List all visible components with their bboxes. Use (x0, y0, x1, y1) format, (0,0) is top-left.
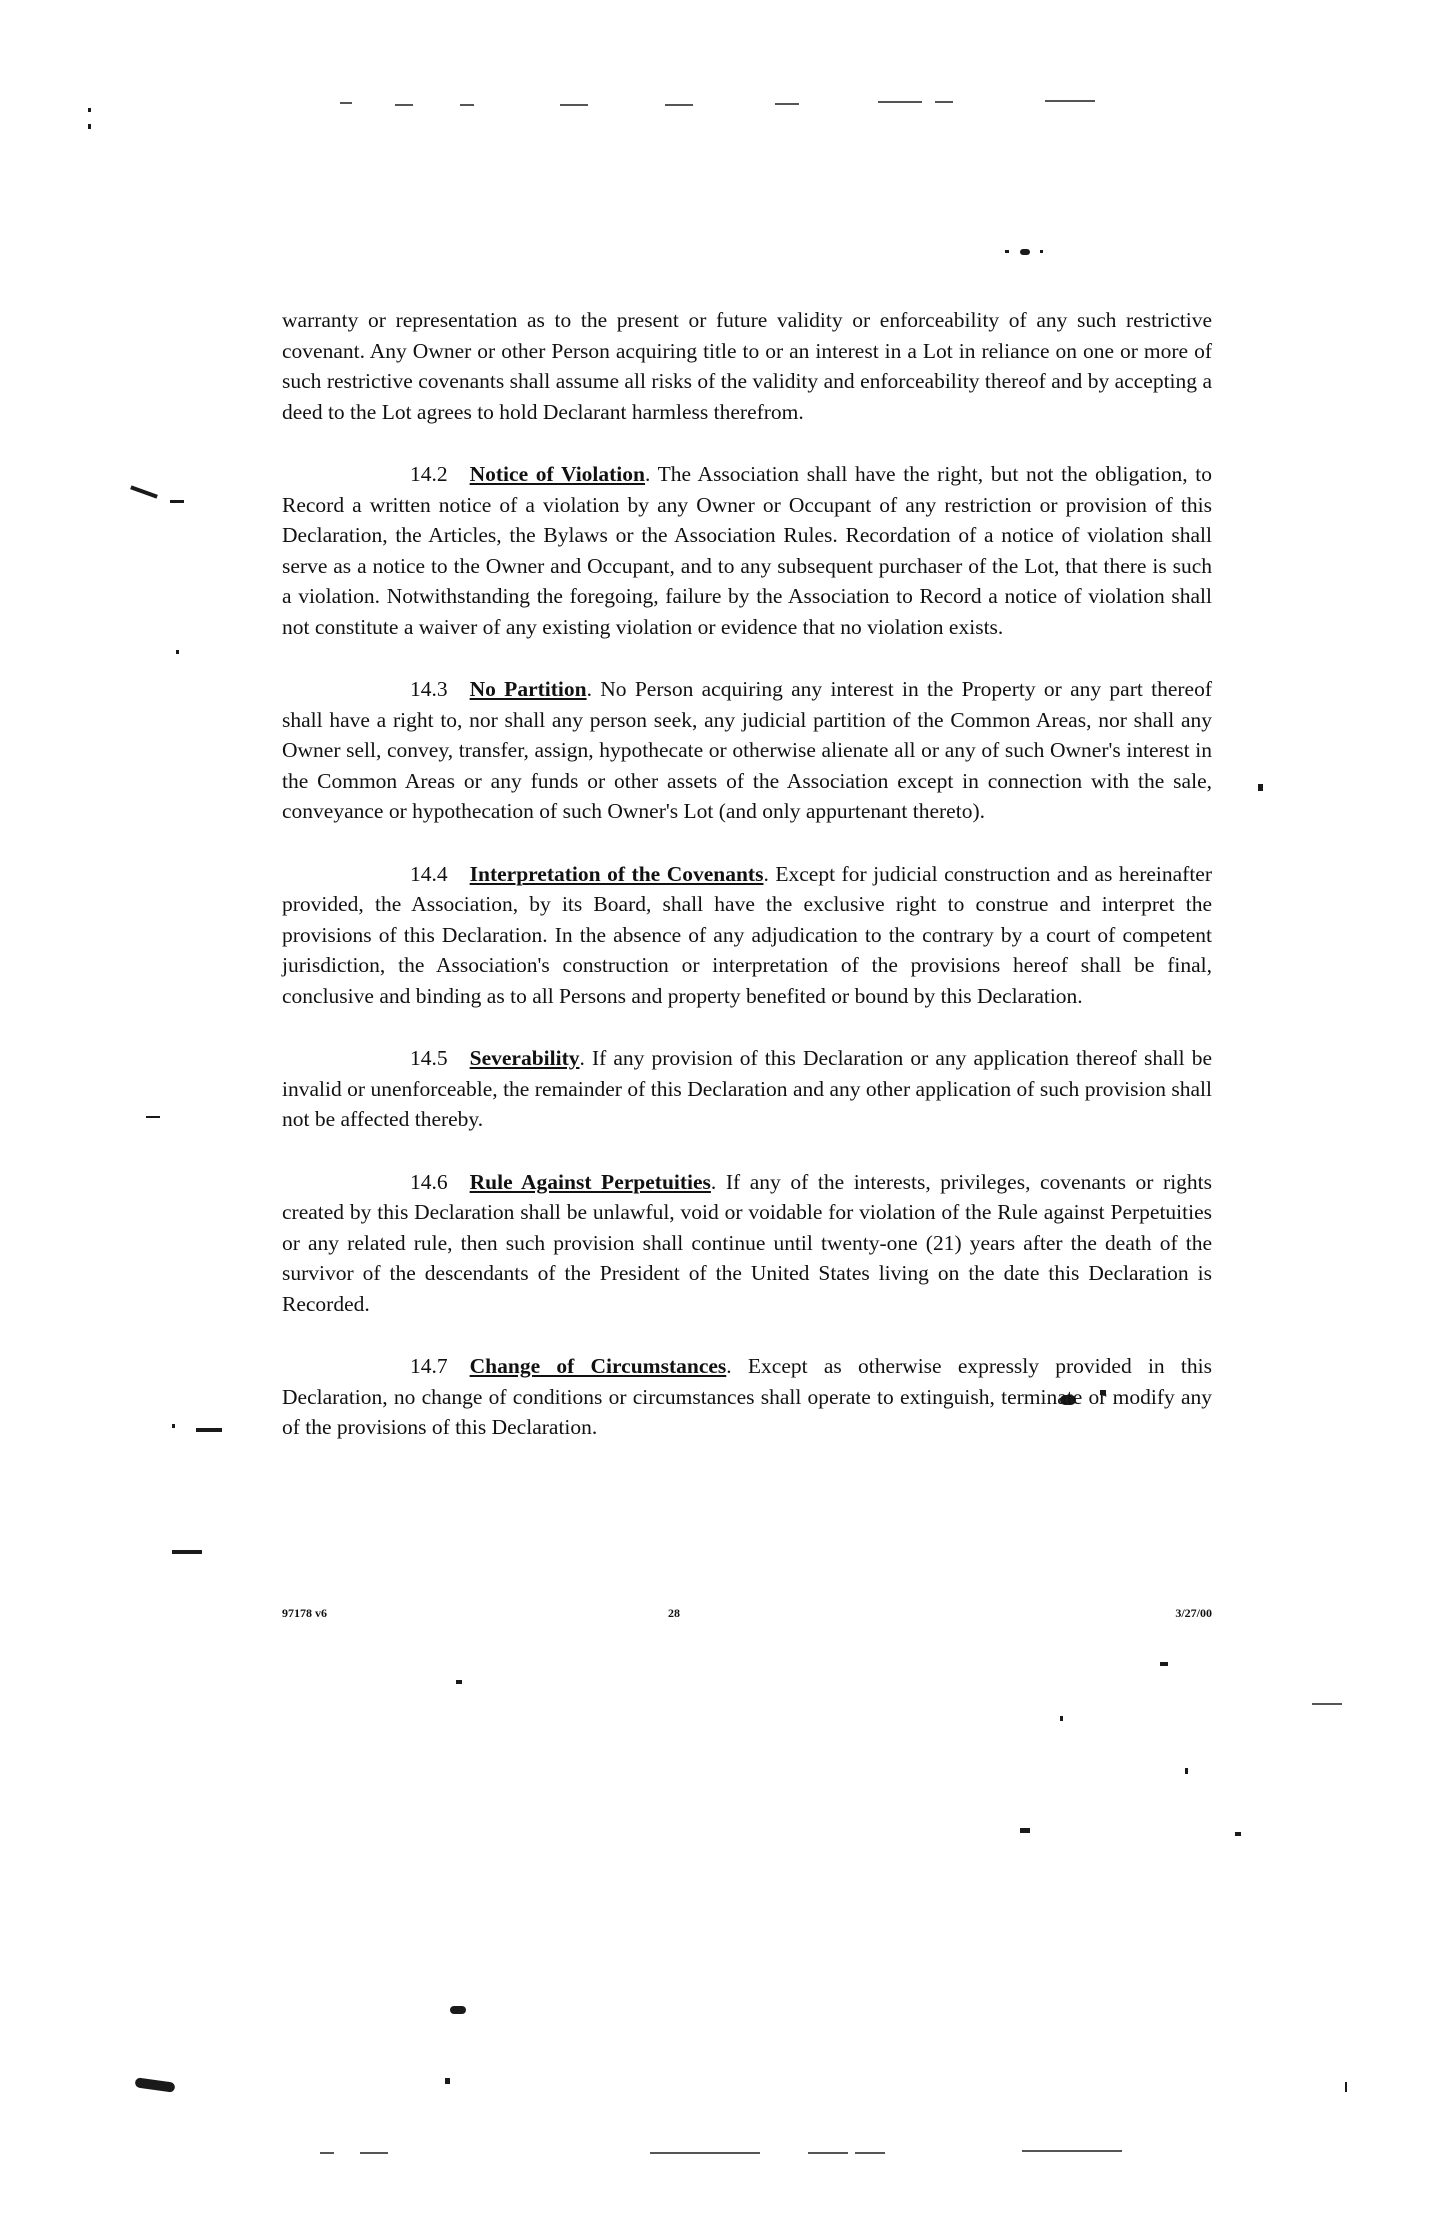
scan-artifact (176, 650, 179, 654)
scan-artifact (1185, 1768, 1188, 1774)
document-body (282, 305, 1212, 1475)
document-id: 97178 v6 (282, 1606, 327, 1620)
scan-artifact (146, 1116, 160, 1118)
section-number: 14.4 (410, 861, 448, 886)
scan-artifact (320, 2152, 334, 2154)
scan-artifact (88, 108, 91, 112)
section-number: 14.2 (410, 462, 448, 486)
scan-artifact (1045, 100, 1095, 102)
scan-artifact (340, 102, 352, 104)
section-number: 14.5 (410, 1046, 448, 1070)
scan-artifact (665, 104, 693, 106)
section-body: Except as otherwise expressly provided in this Declaration, no change of conditions or circumstances shall operate to extinguish, terminate or modify any of the provisions of this Declaration. (282, 1354, 1212, 1439)
section-14-2: 14.2 Notice of Violation. The Association shall have the right, but not the obligation, to Record a written notice of a violation by any Owner or Occupant of any restriction or provision of this Declaration, the Articles, the Bylaws or the Association Rules. Recordation of a notice of violation shall serve as a notice to the Owner and Occupant, and to any subsequent purchaser of the Lot, that there is such a violation. Notwithstanding the foregoing, failure by the Association to Record a notice of violation shall not constitute a waiver of any existing violation or evidence that no violation exists. (282, 462, 1212, 639)
scan-artifact (134, 2077, 175, 2092)
page-footer (282, 1606, 1212, 1626)
scan-artifact (172, 1424, 175, 1428)
scan-artifact (1005, 250, 1009, 253)
page-number: 28 (668, 1606, 680, 1620)
section-14-3: 14.3 No Partition. No Person acquiring any interest in the Property or any part thereof shall have a right to, nor shall any person seek, any judicial partition of the Common Areas, nor shall any Owner sell, convey, transfer, assign, hypothecate or otherwise alienate all or any of such Owner's interest in the Common Areas or any funds or other assets of the Association except in connection with the sale, conveyance or hypothecation of such Owner's Lot (and only appurtenant thereto). (282, 677, 1213, 823)
scan-artifact (395, 104, 413, 106)
scan-artifact (130, 485, 158, 498)
scan-artifact (935, 101, 953, 103)
section-14-6: 14.6 Rule Against Perpetuities. If any of the interests, privileges, covenants or rights created by this Declaration shall be unlawful, void or voidable for violation of the Rule against Perpetuities or any related rule, then such provision shall continue until twenty-one (21) years after the death of the survivor of the descendants of the President of the United States living on the date this Declaration is Recorded. (282, 1169, 1213, 1316)
scan-artifact (1020, 1828, 1030, 1833)
scan-artifact (1235, 1832, 1241, 1836)
scan-artifact (1040, 250, 1043, 253)
scan-artifact (1060, 1716, 1063, 1721)
section-number: 14.6 (410, 1169, 448, 1194)
scan-artifact (1258, 784, 1263, 791)
section-body: If any provision of this Declaration or any application thereof shall be invalid or unenforceable, the remainder of this Declaration and any other application of such provision shall not be affected thereby. (282, 1046, 1213, 1131)
section-body: Except for judicial construction and as hereinafter provided, the Association, by its Board, shall have the exclusive right to construe and interpret the provisions of this Declaration. In the absence of any adjudication to the contrary by a court of competent jurisdiction, the Association's construction or interpretation of the provisions hereof shall be final, conclusive and binding as to all Persons and property benefited or bound by this Declaration. (282, 861, 1212, 1008)
scan-artifact (1312, 1703, 1342, 1705)
scan-artifact (172, 1550, 202, 1554)
scan-artifact (808, 2152, 848, 2154)
section-number: 14.3 (410, 677, 448, 701)
scan-artifact (456, 1680, 462, 1684)
scan-artifact (1020, 249, 1030, 255)
scan-artifact (196, 1428, 222, 1432)
section-body: No Person acquiring any interest in the Property or any part thereof shall have a right to, nor shall any person seek, any judicial partition of the Common Areas, nor shall any Owner sell, convey, transfer, assign, hypothecate or otherwise alienate all or any of such Owner's interest in the Common Areas or any funds or other assets of the Association except in connection with the sale, conveyance or hypothecation of such Owner's Lot (and only appurtenant thereto). (282, 677, 1213, 823)
section-title: Notice of Violation (469, 462, 645, 486)
opening-paragraph: warranty or representation as to the present or future validity or enforceability of any such restrictive covenant. Any Owner or other Person acquiring title to or an interest in a Lot in reliance on one or more of such restrictive covenants shall assume all risks of the validity and enforceability thereof and by accepting a deed to the Lot agrees to hold Declarant harmless therefrom. (282, 308, 1212, 424)
scan-artifact (450, 2006, 466, 2014)
scan-artifact (360, 2152, 388, 2154)
scan-artifact (88, 124, 91, 129)
document-date: 3/27/00 (1175, 1606, 1212, 1620)
section-title: Rule Against Perpetuities (469, 1169, 711, 1194)
section-number: 14.7 (410, 1354, 448, 1378)
section-title: No Partition (469, 677, 587, 701)
scan-artifact (170, 500, 184, 503)
section-14-7: 14.7 Change of Circumstances. Except as otherwise expressly provided in this Declaration, no change of conditions or circumstances shall operate to extinguish, terminate or modify any of the provisions of this Declaration. (282, 1354, 1212, 1439)
scan-artifact (650, 2152, 760, 2154)
scan-artifact (878, 101, 922, 103)
section-title: Interpretation of the Covenants (469, 861, 764, 886)
scan-artifact (1345, 2082, 1347, 2092)
scan-artifact (1022, 2150, 1122, 2152)
scan-artifact (460, 104, 474, 106)
section-body: If any of the interests, privileges, covenants or rights created by this Declaration shall be unlawful, void or voidable for violation of the Rule against Perpetuities or any related rule, then such provision shall continue until twenty-one (21) years after the death of the survivor of the descendants of the President of the United States living on the date this Declaration is Recorded. (282, 1169, 1213, 1316)
scan-artifact (855, 2152, 885, 2154)
section-title: Severability (469, 1046, 580, 1070)
scan-artifact (560, 104, 588, 106)
scan-artifact (445, 2078, 450, 2084)
section-14-4: 14.4 Interpretation of the Covenants. Except for judicial construction and as hereinafter provided, the Association, by its Board, shall have the exclusive right to construe and interpret the provisions of this Declaration. In the absence of any adjudication to the contrary by a court of competent jurisdiction, the Association's construction or interpretation of the provisions hereof shall be final, conclusive and binding as to all Persons and property benefited or bound by this Declaration. (282, 861, 1212, 1008)
scan-artifact (1160, 1662, 1168, 1666)
section-14-5: 14.5 Severability. If any provision of this Declaration or any application thereof shall be invalid or unenforceable, the remainder of this Declaration and any other application of such provision shall not be affected thereby. (282, 1046, 1213, 1131)
scan-artifact (775, 103, 799, 105)
section-body: The Association shall have the right, but not the obligation, to Record a written notice of a violation by any Owner or Occupant of any restriction or provision of this Declaration, the Articles, the Bylaws or the Association Rules. Recordation of a notice of violation shall serve as a notice to the Owner and Occupant, and to any subsequent purchaser of the Lot, that there is such a violation. Notwithstanding the foregoing, failure by the Association to Record a notice of violation shall not constitute a waiver of any existing violation or evidence that no violation exists. (282, 462, 1212, 639)
section-title: Change of Circumstances (469, 1354, 727, 1378)
